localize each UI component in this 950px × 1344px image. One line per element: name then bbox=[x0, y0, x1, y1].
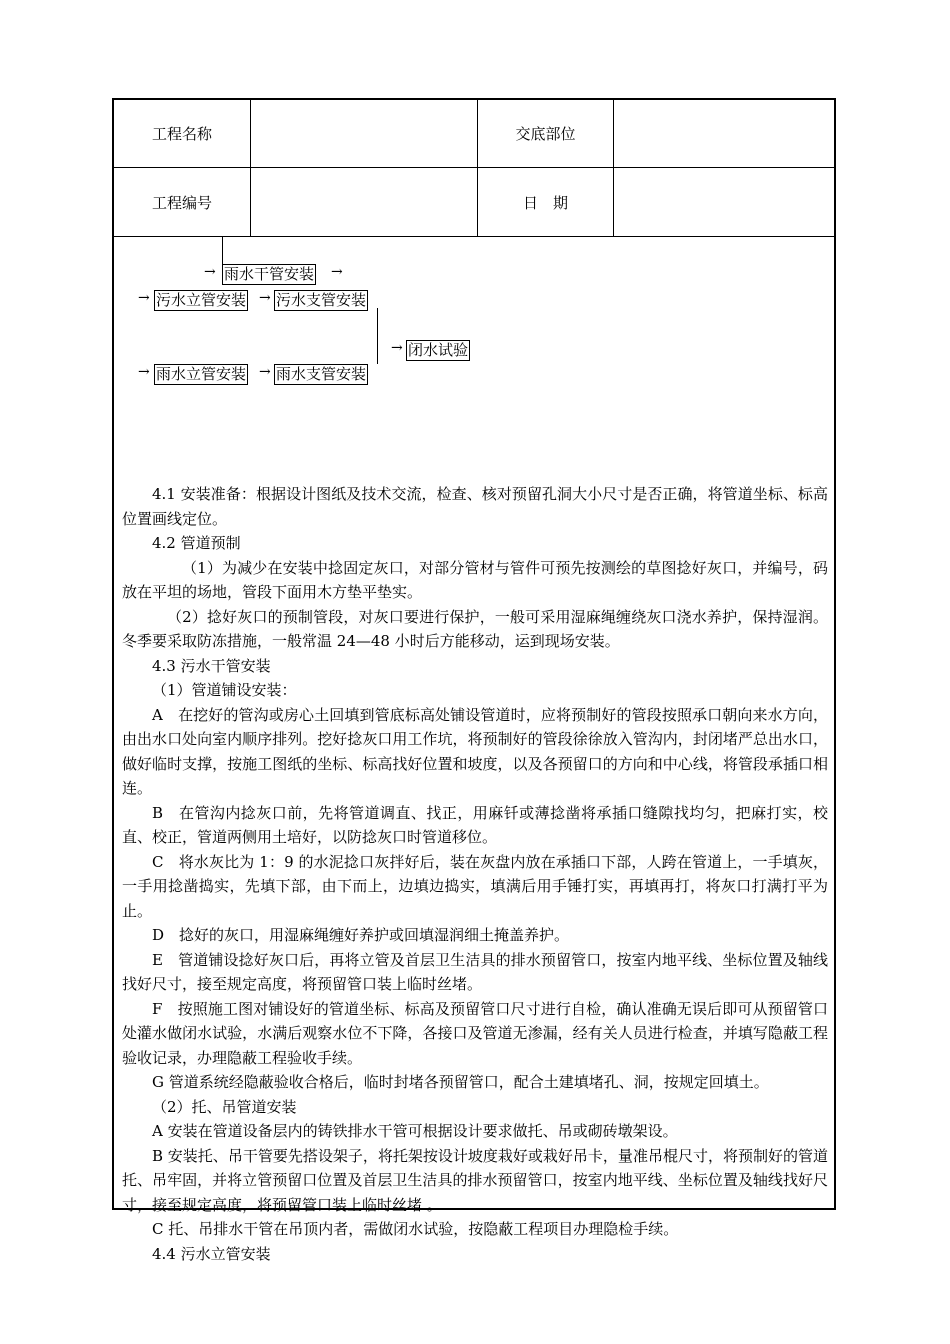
arrow-icon: → bbox=[204, 264, 216, 280]
project-no-value bbox=[251, 168, 477, 236]
project-name-value bbox=[251, 100, 477, 167]
body-paragraph: 4.4 污水立管安装 bbox=[152, 1244, 271, 1263]
arrow-icon: → bbox=[259, 364, 271, 380]
project-name-label: 工程名称 bbox=[151, 125, 212, 143]
body-paragraph: 4.2 管道预制 bbox=[152, 534, 241, 552]
arrow-icon: → bbox=[331, 264, 343, 280]
flow-box-closed-water-test: 闭水试验 bbox=[408, 341, 469, 359]
arrow-icon: → bbox=[138, 364, 150, 380]
body-paragraph: 4.3 污水干管安装 bbox=[152, 656, 271, 675]
body-paragraph: D 捻好的灰口，用湿麻绳缠好养护或回填湿润细土掩盖养护。 bbox=[152, 926, 570, 944]
body-paragraph: E 管道铺设捻好灰口后，再将立管及首层卫生洁具的排水预留管口，按室内地平线、坐标位置及轴线找好尺寸，接至规定高度，将预留管口装上临时丝堵。 bbox=[122, 950, 828, 993]
body-paragraph: C 托、吊排水干管在吊顶内者，需做闭水试验，按隐蔽工程项目办理隐检手续。 bbox=[152, 1220, 679, 1238]
flow-box-sewage-branch: 污水支管安装 bbox=[276, 291, 367, 309]
body-paragraph: B 安装托、吊干管要先搭设架子，将托架按设计坡度栽好或栽好吊卡，量准吊棍尺寸，将预制好的管道托、吊牢固，并将立管预留口位置及首层卫生洁具的排水预留管口，按室内地平线、坐标位置及轴线找好尺寸，接至规定高度，将预留管口装上临时丝堵 。 bbox=[122, 1146, 828, 1214]
body-paragraph: （1）管道铺设安装： bbox=[152, 681, 297, 699]
flow-connector-vertical bbox=[377, 308, 378, 364]
body-paragraph: （2）捻好灰口的预制管段，对灰口要进行保护，一般可采用湿麻绳缠绕灰口浇水养护，保持湿润。冬季要采取防冻措施，一般常温 24—48 小时后方能移动，运到现场安装。 bbox=[122, 607, 828, 650]
body-paragraph: G 管道系统经隐蔽验收合格后，临时封堵各预留管口，配合土建填堵孔、洞，按规定回填土。 bbox=[152, 1073, 769, 1091]
body-paragraph: （1）为减少在安装中捻固定灰口，对部分管材与管件可预先按测绘的草图捻好灰口，并编号，码放在平坦的场地，管段下面用木方垫平垫实。 bbox=[122, 558, 828, 601]
body-paragraph: F 按照施工图对铺设好的管道坐标、标高及预留管口尺寸进行自检，确认准确无误后即可从预留管口处灌水做闭水试验，水满后观察水位不下降，各接口及管道无渗漏，经有关人员进行检查，并填写隐蔽工程验收记录，办理隐蔽工程验收手续。 bbox=[122, 999, 828, 1067]
body-paragraph: A 在挖好的管沟或房心土回填到管底标高处铺设管道时，应将预制好的管段按照承口朝向来水方向，由出水口处向室内顺序排列。挖好捻灰口用工作坑，将预制好的管段徐徐放入管沟内，封闭堵严总出水口，做好临时支撑，按施工图纸的坐标、标高找好位置和坡度，以及各预留口的方向和中心线，将管段承插口相连。 bbox=[122, 705, 828, 797]
header-row-1 bbox=[114, 100, 834, 168]
handover-part-value bbox=[614, 100, 834, 167]
flow-box-sewage-riser: 污水立管安装 bbox=[156, 291, 247, 309]
project-no-label: 工程编号 bbox=[151, 193, 212, 212]
flow-box-rain-branch: 雨水支管安装 bbox=[276, 365, 367, 383]
flow-box-rain-main: 雨水干管安装 bbox=[224, 265, 315, 283]
flow-connector-top bbox=[222, 237, 223, 265]
body-paragraph: A 安装在管道设备层内的铸铁排水干管可根据设计要求做托、吊或砌砖墩架设。 bbox=[152, 1122, 678, 1140]
date-label: 日 期 bbox=[522, 193, 568, 212]
header-divider-3 bbox=[613, 100, 614, 237]
body-paragraph: 4.1 安装准备：根据设计图纸及技术交流，检查、核对预留孔洞大小尺寸是否正确，将管道坐标、标高位置画线定位。 bbox=[122, 485, 828, 528]
handover-part-label: 交底部位 bbox=[515, 125, 576, 143]
flow-box-rain-riser: 雨水立管安装 bbox=[156, 365, 247, 383]
arrow-icon: → bbox=[259, 290, 271, 306]
date-value bbox=[614, 168, 834, 236]
body-paragraph: C 将水灰比为 1：9 的水泥捻口灰拌好后，装在灰盘内放在承插口下部，人跨在管道上，一手填灰，一手用捻凿捣实，先填下部，由下而上，边填边捣实，填满后用手锤打实，再填再打，将灰口打满打平为止。 bbox=[122, 852, 828, 920]
body-text bbox=[122, 482, 828, 1266]
body-paragraph: （2）托、吊管道安装 bbox=[152, 1097, 297, 1116]
header-divider-2 bbox=[477, 100, 478, 237]
disclosure-form bbox=[112, 98, 836, 1263]
arrow-icon: → bbox=[138, 290, 150, 306]
arrow-icon: → bbox=[391, 340, 403, 356]
body-paragraph: B 在管沟内捻灰口前，先将管道调直、找正，用麻钎或薄捻凿将承插口缝隙找均匀，把麻打实，校直、校正，管道两侧用土培好，以防捻灰口时管道移位。 bbox=[122, 803, 828, 846]
header-divider-1 bbox=[250, 100, 251, 237]
header-row-2 bbox=[114, 168, 834, 237]
